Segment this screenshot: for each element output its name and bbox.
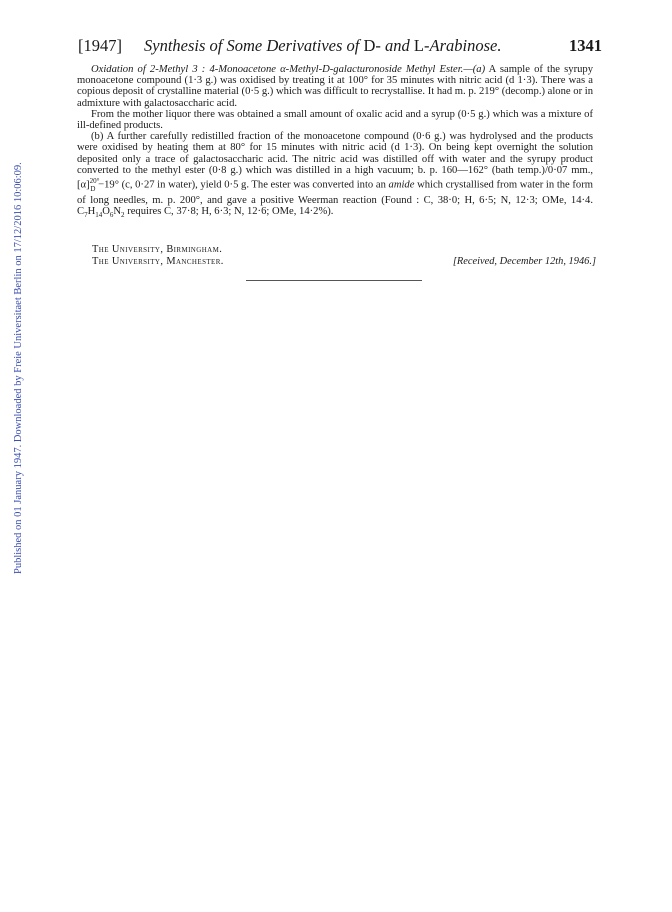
paragraph-text: (b) A further carefully redistilled fraction of the monoacetone compound (0·6 g.) was hydrolysed and the products were oxidised by heating them at 80° for 15 minutes with nitric acid (d 1·3). On being kept overnight the solution deposited only a trace of galactosaccharic acid. The nitric acid was distilled off with water and the syrupy product converted to the methyl ester (0·8 g.) which was distilled in a high vacuum; b. p. 160—162° (bath temp.)/0·07 mm., [α] — [77, 131, 593, 191]
section-divider — [246, 280, 422, 281]
formula-element: O — [102, 206, 110, 218]
paragraph-oxidation-b — [77, 131, 593, 221]
paragraph-text: which crystallised from water in the form of long needles, m. p. 200°, and gave a positive Weerman reaction (Found : C, 38·0; H, 6·5; N, 12·3; OMe, 14·4. C — [77, 179, 593, 218]
formula-element: N — [113, 206, 122, 218]
header-title-d: D — [363, 36, 376, 55]
header-year: [1947] — [78, 36, 122, 55]
paragraph-text: From the mother liquor there was obtained a small amount of oxalic acid and a syrup (0·5 g.) which was a mixture of ill-defined products. — [77, 108, 593, 132]
header-title-part-c: -Arabinose. — [424, 36, 502, 55]
formula-subscript: 7 — [84, 211, 88, 220]
paragraph-text: −19° (c, 0·27 in water), yield 0·5 g. The ester was converted into an — [95, 179, 389, 191]
affiliation-manchester: The University, Manchester. — [92, 256, 224, 267]
article-body — [77, 64, 593, 221]
header-title-part-a: Synthesis of Some Derivatives of — [144, 36, 364, 55]
page-number: 1341 — [569, 36, 602, 55]
paragraph-text: requires C, 37·8; H, 6·3; N, 12·6; OMe, 14·2%). — [124, 206, 334, 218]
paragraph-mother-liquor — [77, 109, 593, 131]
paragraph-oxidation-a — [77, 64, 593, 109]
header-title-l: L — [413, 36, 425, 55]
formula-subscript: 2 — [121, 211, 125, 220]
affiliation-row — [92, 256, 596, 268]
download-sidebar — [0, 0, 24, 912]
page-header — [78, 36, 602, 58]
formula-subscript: 6 — [109, 211, 114, 220]
received-date: [Received, December 12th, 1946.] — [452, 256, 596, 267]
download-notice: Published on 01 January 1947. Downloaded by Freie Universitaet Berlin on 17/12/2016 10:06:09. — [13, 162, 24, 574]
rotation-temperature: 20° — [89, 177, 100, 186]
paragraph-text: A sample of the syrupy monoacetone compound (1·3 g.) was oxidised by treating it at 100° for 35 minutes with nitric acid (d 1·3). There was a copious deposit of crystalline material (0·5 g.) which was difficult to recrystallise. It had m. p. 219° (decomp.) alone or in admixture with galactosaccharic acid. — [77, 64, 593, 109]
formula-element: H — [87, 206, 96, 218]
rotation-line: D — [90, 184, 96, 193]
section-heading: Oxidation of 2-Methyl 3 : 4-Monoacetone α-Methyl-D-galacturonoside Methyl Ester.—(a) — [91, 64, 486, 75]
header-title — [144, 36, 501, 56]
affiliation-row — [92, 244, 596, 256]
affiliation-birmingham: The University, Birmingham. — [92, 244, 223, 255]
header-title-part-b: - and — [375, 36, 414, 55]
amide-term: amide — [388, 179, 415, 191]
affiliations — [92, 244, 596, 268]
formula-subscript: 14 — [95, 211, 103, 220]
